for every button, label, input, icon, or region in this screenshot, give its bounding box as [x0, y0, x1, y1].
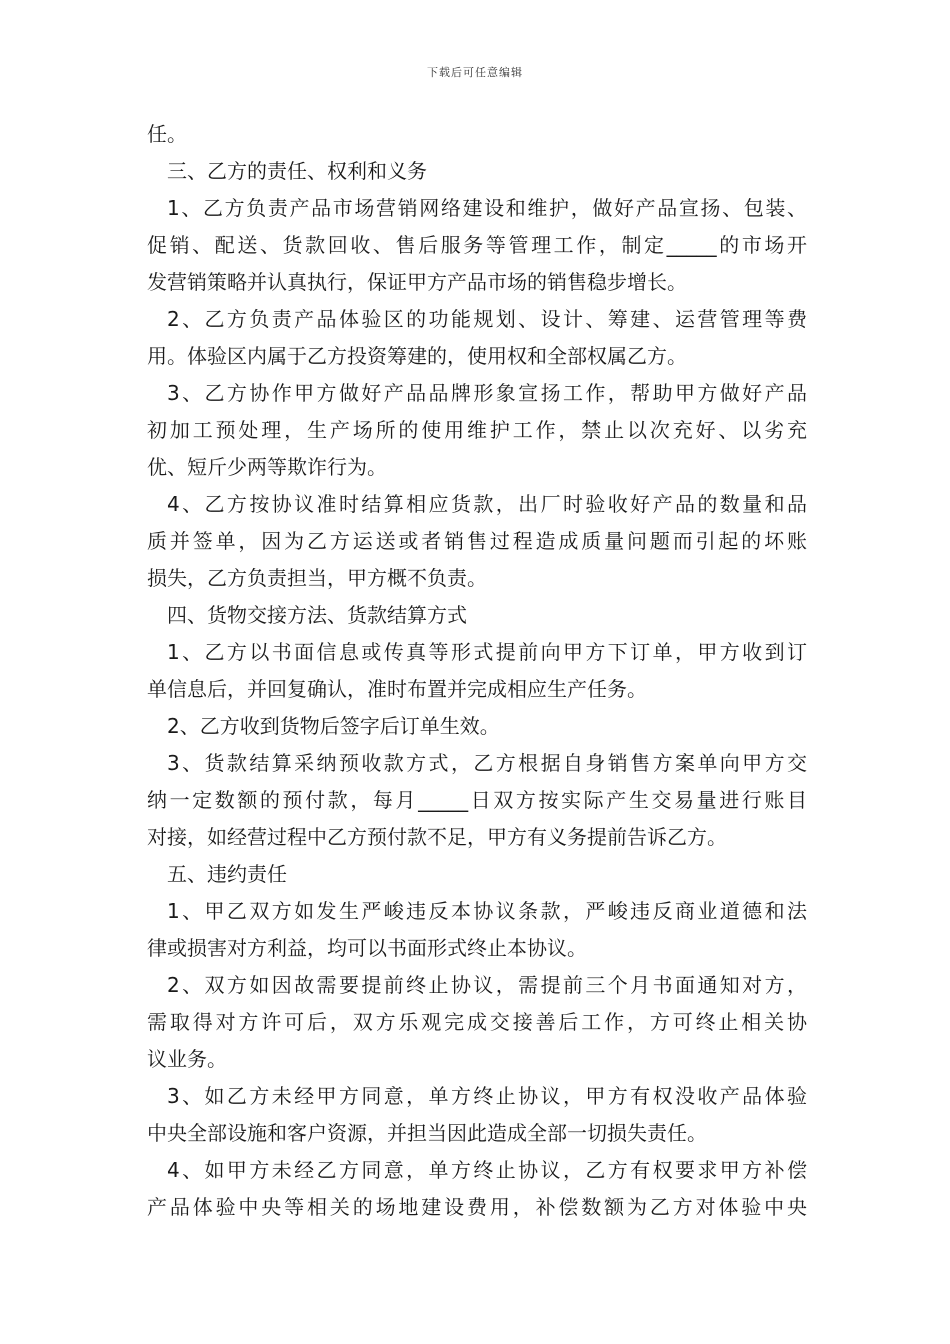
text-line: 发营销策略并认真执行，保证甲方产品市场的销售稳步增长。 — [147, 270, 687, 294]
text-line: 3、乙方协作甲方做好产品品牌形象宣扬工作，帮助甲方做好产品 — [167, 381, 807, 405]
text-line: 3、货款结算采纳预收款方式，乙方根据自身销售方案单向甲方交 — [167, 751, 807, 775]
text-line: 1、甲乙双方如发生严峻违反本协议条款，严峻违反商业道德和法 — [167, 899, 807, 923]
text-line: 中央全部设施和客户资源，并担当因此造成全部一切损失责任。 — [147, 1121, 707, 1145]
text-line: 产品体验中央等相关的场地建设费用，补偿数额为乙方对体验中央 — [147, 1195, 807, 1219]
text-line: 4、如甲方未经乙方同意，单方终止协议，乙方有权要求甲方补偿 — [167, 1158, 807, 1182]
text-line: 2、双方如因故需要提前终止协议，需提前三个月书面通知对方， — [167, 973, 807, 997]
text-line: 2、乙方负责产品体验区的功能规划、设计、筹建、运营管理等费 — [167, 307, 807, 331]
text-line: 促销、配送、货款回收、售后服务等管理工作，制定_____的市场开 — [147, 233, 807, 257]
section-heading: 三、乙方的责任、权利和义务 — [167, 159, 427, 183]
text-line: 纳一定数额的预付款，每月_____日双方按实际产生交易量进行账目 — [147, 788, 807, 812]
text-line: 用。体验区内属于乙方投资筹建的，使用权和全部权属乙方。 — [147, 344, 687, 368]
text-line: 议业务。 — [147, 1047, 227, 1071]
text-line: 单信息后，并回复确认，准时布置并完成相应生产任务。 — [147, 677, 647, 701]
text-line: 优、短斤少两等欺诈行为。 — [147, 455, 387, 479]
page-header: 下载后可任意编辑 — [427, 66, 523, 79]
section-heading: 五、违约责任 — [167, 862, 287, 886]
section-heading: 四、货物交接方法、货款结算方式 — [167, 603, 467, 627]
text-line: 损失，乙方负责担当，甲方概不负责。 — [147, 566, 487, 590]
text-line: 4、乙方按协议准时结算相应货款，出厂时验收好产品的数量和品 — [167, 492, 807, 516]
text-line: 任。 — [147, 122, 187, 146]
text-line: 律或损害对方利益，均可以书面形式终止本协议。 — [147, 936, 587, 960]
text-line: 1、乙方以书面信息或传真等形式提前向甲方下订单，甲方收到订 — [167, 640, 807, 664]
text-line: 2、乙方收到货物后签字后订单生效。 — [167, 714, 500, 738]
text-line: 初加工预处理，生产场所的使用维护工作，禁止以次充好、以劣充 — [147, 418, 807, 442]
text-line: 质并签单，因为乙方运送或者销售过程造成质量问题而引起的坏账 — [147, 529, 807, 553]
text-line: 3、如乙方未经甲方同意，单方终止协议，甲方有权没收产品体验 — [167, 1084, 807, 1108]
text-line: 1、乙方负责产品市场营销网络建设和维护，做好产品宣扬、包装、 — [167, 196, 807, 220]
text-line: 需取得对方许可后，双方乐观完成交接善后工作，方可终止相关协 — [147, 1010, 807, 1034]
text-line: 对接，如经营过程中乙方预付款不足，甲方有义务提前告诉乙方。 — [147, 825, 727, 849]
